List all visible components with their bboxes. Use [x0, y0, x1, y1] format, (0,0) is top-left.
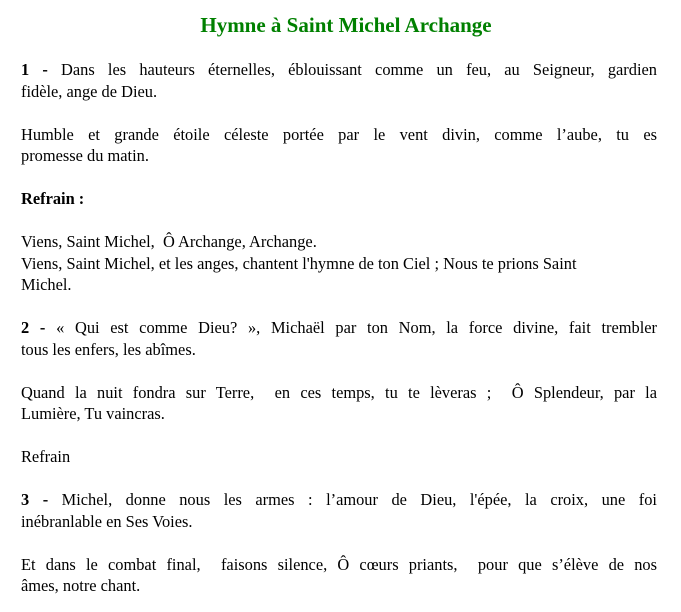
verse-3-line-1: 3 - Michel, donne nous les armes : l’amour de Dieu, l'épée, la croix, une foi	[21, 490, 657, 509]
verse-3	[21, 489, 657, 597]
verse-2-line-4: Lumière, Tu vaincras.	[21, 404, 165, 423]
verse-1-line-2: fidèle, ange de Dieu.	[21, 81, 158, 101]
refrain-repeat: Refrain	[21, 447, 71, 466]
verse-1-line-1: 1 - Dans les hauteurs éternelles, éblouissant comme un feu, au Seigneur, gardien	[21, 60, 657, 79]
verse-number: 2 -	[21, 318, 46, 337]
verse-3-line-4: âmes, notre chant.	[21, 576, 141, 595]
refrain-line-1: Viens, Saint Michel, Ô Archange, Archange.	[21, 232, 317, 251]
page-title: Hymne à Saint Michel Archange	[200, 13, 492, 37]
verse-3-line-3: Et dans le combat final, faisons silence, Ô cœurs priants, pour que s’élève de nos	[21, 554, 657, 574]
verse-2-line-2: tous les enfers, les abîmes.	[21, 339, 196, 359]
refrain-line-3: Michel.	[21, 275, 72, 294]
refrain-line-2: Viens, Saint Michel, et les anges, chantent l'hymne de ton Ciel ; Nous te prions Saint	[21, 253, 577, 273]
refrain-heading: Refrain :	[21, 189, 85, 208]
verse-1	[21, 59, 657, 167]
verse-number: 3 -	[21, 490, 49, 509]
verse-1-line-3: Humble et grande étoile céleste portée par le vent divin, comme l’aube, tu es	[21, 124, 657, 144]
verse-2-line-3: Quand la nuit fondra sur Terre, en ces temps, tu te lèveras ; Ô Splendeur, par la	[21, 382, 657, 402]
hymn-document	[21, 12, 657, 597]
verse-3-line-2: inébranlable en Ses Voies.	[21, 511, 193, 531]
verse-2	[21, 317, 657, 425]
verse-number: 1 -	[21, 60, 48, 79]
refrain	[21, 231, 657, 296]
verse-1-line-4: promesse du matin.	[21, 146, 149, 165]
verse-2-line-1: 2 - « Qui est comme Dieu? », Michaël par ton Nom, la force divine, fait trembler	[21, 318, 657, 337]
